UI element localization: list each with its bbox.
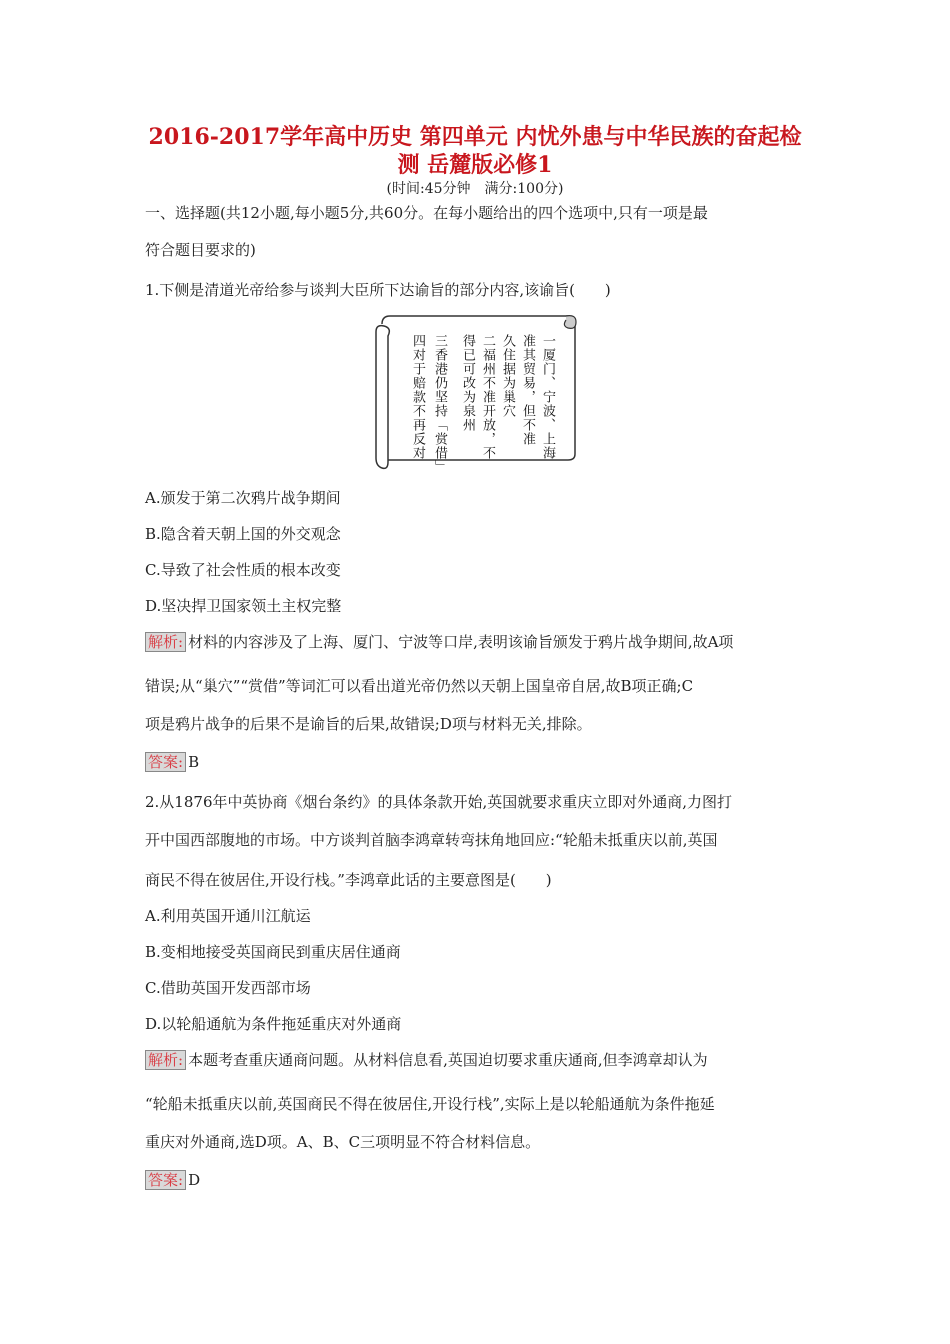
- question-1-answer: [145, 752, 815, 772]
- section-heading-line2: 符合题目要求的): [145, 241, 256, 259]
- question-2-stem-line3: 商民不得在彼居住,开设行栈。”李鸿章此话的主要意图是( ): [145, 871, 552, 889]
- question-1-analysis-line3: 项是鸦片战争的后果不是谕旨的后果,故错误;D项与材料无关,排除。: [145, 715, 592, 733]
- question-1-analysis-line2: 错误;从“巢穴”“赏借”等词汇可以看出道光帝仍然以天朝上国皇帝自居,故B项正确;C: [145, 677, 694, 695]
- scroll-text-col-5: 得已可改为泉州: [460, 334, 475, 432]
- question-1-option-c: C.导致了社会性质的根本改变: [145, 561, 341, 579]
- scroll-text-col-2: 准其贸易，但不准: [520, 334, 535, 446]
- question-2-analysis-line3: 重庆对外通商,选D项。A、B、C三项明显不符合材料信息。: [145, 1133, 541, 1151]
- question-1-option-b: B.隐含着天朝上国的外交观念: [145, 525, 341, 543]
- document-title-line1: 2016-2017学年高中历史 第四单元 内忧外患与中华民族的奋起检: [148, 124, 802, 150]
- answer-value: B: [188, 753, 200, 771]
- analysis-text: 本题考查重庆通商问题。从材料信息看,英国迫切要求重庆通商,但李鸿章却认为: [188, 1051, 708, 1069]
- question-2-option-a: A.利用英国开通川江航运: [145, 907, 311, 925]
- answer-value: D: [188, 1171, 201, 1189]
- edict-scroll-figure: [372, 312, 578, 474]
- question-1-analysis-line1: [145, 632, 815, 652]
- scroll-text-col-7: 四对于赔款不再反对: [410, 334, 425, 460]
- question-2-analysis-line2: “轮船未抵重庆以前,英国商民不得在彼居住,开设行栈”,实际上是以轮船通航为条件拖延: [145, 1095, 715, 1113]
- answer-label: 答案:: [145, 752, 186, 772]
- question-2-stem-line2: 开中国西部腹地的市场。中方谈判首脑李鸿章转弯抹角地回应:“轮船未抵重庆以前,英国: [145, 831, 718, 849]
- question-2-stem-line1: 2.从1876年中英协商《烟台条约》的具体条款开始,英国就要求重庆立即对外通商,力图打: [145, 793, 733, 811]
- question-2-answer: [145, 1170, 815, 1190]
- answer-label: 答案:: [145, 1170, 186, 1190]
- scroll-text-col-6: 三香港仍坚持「赏借」: [432, 334, 447, 474]
- scroll-text-col-1: 一厦门、宁波、上海: [540, 334, 555, 460]
- question-2-option-d: D.以轮船通航为条件拖延重庆对外通商: [145, 1015, 402, 1033]
- question-2-option-c: C.借助英国开发西部市场: [145, 979, 311, 997]
- section-heading-line1: 一、选择题(共12小题,每小题5分,共60分。在每小题给出的四个选项中,只有一项是最: [145, 204, 708, 222]
- question-1-option-a: A.颁发于第二次鸦片战争期间: [145, 489, 341, 507]
- scroll-text-col-4: 二福州不准开放，不: [480, 334, 495, 460]
- document-subtitle: (时间:45分钟 满分:100分): [386, 181, 564, 197]
- scroll-text-col-3: 久住据为巢穴: [500, 334, 515, 418]
- question-2-analysis-line1: [145, 1050, 815, 1070]
- question-1-stem: 1.下侧是清道光帝给参与谈判大臣所下达谕旨的部分内容,该谕旨( ): [145, 281, 611, 299]
- analysis-label: 解析:: [145, 632, 186, 652]
- analysis-label: 解析:: [145, 1050, 186, 1070]
- analysis-text: 材料的内容涉及了上海、厦门、宁波等口岸,表明该谕旨颁发于鸦片战争期间,故A项: [188, 633, 734, 651]
- document-title-line2: 测 岳麓版必修1: [397, 152, 553, 178]
- question-2-option-b: B.变相地接受英国商民到重庆居住通商: [145, 943, 401, 961]
- question-1-option-d: D.坚决捍卫国家领土主权完整: [145, 597, 342, 615]
